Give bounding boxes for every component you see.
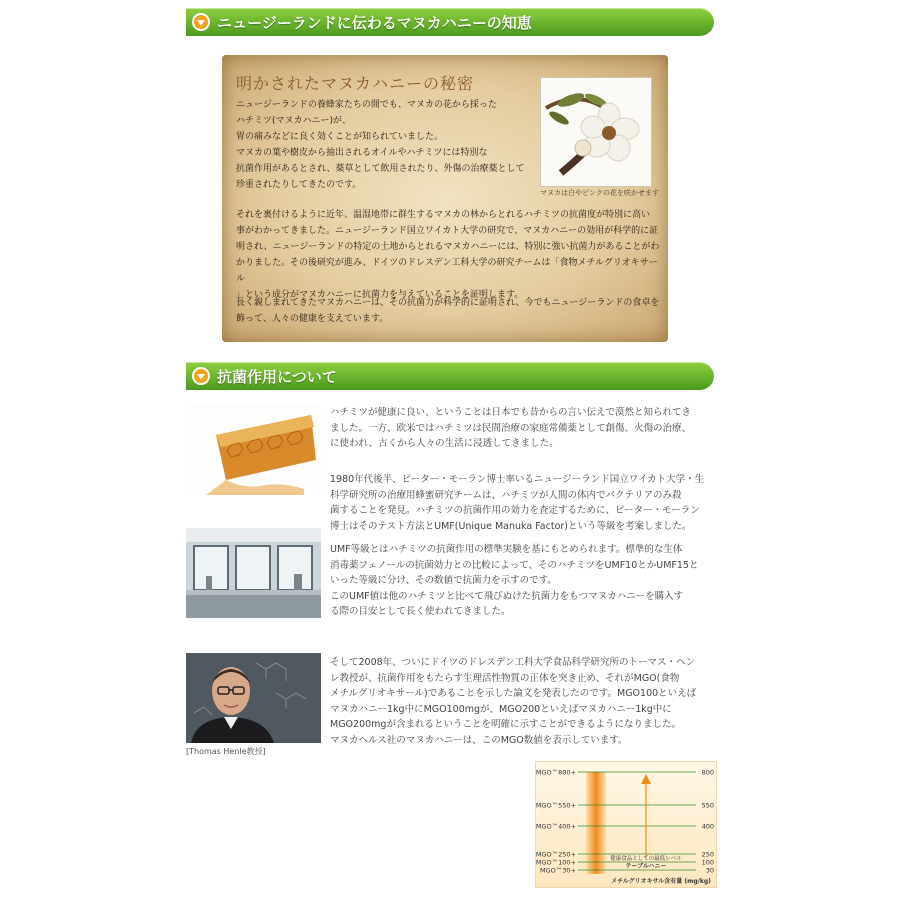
text-line: いった等級に分け、その数値で抗菌力を示すのです。 <box>330 575 557 586</box>
text-line: マヌカヘルス社のマヌカハニーは、このMGO数値を表示しています。 <box>330 734 628 746</box>
text-line: 飾って、人々の健康を支えています。 <box>236 314 389 324</box>
parchment-card <box>222 55 668 342</box>
professor-portrait-image <box>186 653 321 743</box>
tick-label: 550 <box>701 801 714 810</box>
text-line: 抗菌作用があるとされ、薬草として飲用されたり、外傷の治療薬として <box>236 164 525 174</box>
manuka-flower-image <box>540 77 652 187</box>
section-title: ニュージーランドに伝わるマヌカハニーの知恵 <box>217 13 532 32</box>
tick-label: 400 <box>701 822 714 831</box>
category-label: MGO™800+ <box>536 768 576 777</box>
tick-label: 100 <box>701 858 714 867</box>
category-label: MGO™30+ <box>540 866 576 875</box>
closing-paragraph <box>236 295 660 327</box>
text-line: メチルグリオキサール)であることを示した論文を発表したのです。MGO100といえば <box>330 688 697 699</box>
laboratory-image <box>186 528 321 618</box>
text-line: MGO200mgが含まれるということを明確に示すことができるようになりました。 <box>330 719 681 730</box>
intro-paragraph <box>236 97 536 193</box>
annotation-label: テーブルハニー <box>625 863 667 870</box>
category-label: MGO™400+ <box>536 822 576 831</box>
honeycomb-image <box>186 405 321 495</box>
text-line: マヌカハニー1kg中にMGO100mgが、MGO200といえばマヌカハニー1kg中に <box>330 703 672 715</box>
mgo-chart <box>535 761 717 888</box>
text-line: 胃の痛みなどに良く効くことが知られていました。 <box>236 132 444 142</box>
chevron-down-icon <box>192 13 210 31</box>
text-line: 珍重されたりしてきたのです。 <box>236 180 362 190</box>
text-line: かりました。その後研究が進み、ドイツのドレスデン工科大学の研究チームは「食物メチルグリオキサール <box>236 258 658 284</box>
category-label: MGO™550+ <box>536 801 576 810</box>
research-paragraph <box>236 207 660 303</box>
molan-research-text <box>330 472 715 534</box>
arrow-head <box>641 774 651 784</box>
text-line: 明され、ニュージーランドの特定の土地からとれるマヌカハニーには、特別に強い抗菌力があることがわ <box>236 242 660 252</box>
flower-caption: マヌカは白やピンクの花を咲かせます <box>540 189 659 197</box>
category-label: MGO™100+ <box>536 858 576 867</box>
text-line: ました。一方、欧米ではハチミツは民間治療の家庭常備薬として創傷、火傷の治療、 <box>330 422 692 434</box>
text-line: ハチミツが健康に良い、ということは日本でも昔からの言い伝えで漠然と知られてき <box>330 407 692 418</box>
text-line: 科学研究所の治療用蜂蜜研究チームは、ハチミツが人間の体内でバクテリアのみ殺 <box>330 489 682 501</box>
text-line: 菌することを発見。ハチミツの抗菌作用の効力を査定するために、ピーター・モーラン <box>330 505 700 516</box>
card-heading: 明かされたマヌカハニーの秘密 <box>236 74 475 93</box>
mgo-discovery-text <box>330 655 715 748</box>
text-line: に使われ、古くから人々の生活に浸透してきました。 <box>330 438 559 449</box>
text-line: る際の目安として長く使われてきました。 <box>330 606 511 617</box>
text-line: それを裏付けるように近年、温湿地帯に群生するマヌカの林からとれるハチミツの抗菌度が特別に高い <box>236 210 651 220</box>
tick-label: 800 <box>701 768 714 777</box>
text-line: 」という成分がマヌカハニーに抗菌力を与えていることを証明します。 <box>236 290 524 300</box>
text-line: ハチミツ(マヌカハニー)が、 <box>236 116 352 126</box>
annotation-label: 健康食品としての最低レベル <box>610 856 682 862</box>
x-axis-label: メチルグリオキサル含有量 (mg/kg) <box>611 878 711 885</box>
text-line: UMF等級とはハチミツの抗菌作用の標準実験を基にもとめられます。標準的な生体 <box>330 544 683 555</box>
text-line: 長く親しまれてきたマヌカハニーは、その抗菌力が科学的に証明され、今でもニュージーランドの食卓を <box>236 298 660 308</box>
text-line: ニュージーランドの養蜂家たちの間でも、マヌカの花から採った <box>236 100 497 110</box>
mgo-bar <box>586 772 606 874</box>
umf-explanation-text <box>330 542 715 620</box>
category-label: MGO™250+ <box>536 850 576 859</box>
honey-history-text <box>330 405 715 452</box>
section-header-manuka-wisdom <box>186 8 714 36</box>
text-line: 博士はそのテスト方法とUMF(Unique Manuka Factor)という等級を考案しました。 <box>330 520 692 532</box>
text-line: マヌカの葉や樹皮から抽出されるオイルやハチミツには特別な <box>236 148 488 158</box>
text-line: そして2008年、ついにドイツのドレスデン工科大学食品科学研究所のトーマス・ヘン <box>330 657 696 668</box>
tick-label: 30 <box>705 866 714 875</box>
text-line: レ教授が、抗菌作用をもたらす生理活性物質の正体を突き止め、それがMGO(食物 <box>330 672 680 684</box>
text-line: 事がわかってきました。ニュージーランド国立ワイカト大学の研究で、マヌカハニーの効用が科学的に証 <box>236 226 659 236</box>
section-title: 抗菌作用について <box>217 367 337 386</box>
chevron-down-icon <box>192 367 210 385</box>
text-line: 消毒薬フェノールの抗菌効力との比較によって、そのハチミツをUMF10とかUMF15と <box>330 559 699 571</box>
section-header-antibacterial <box>186 362 714 390</box>
tick-label: 250 <box>701 850 714 859</box>
text-line: このUMF値は他のハチミツと比べて飛びぬけた抗菌力をもつマヌカハニーを購入す <box>330 590 684 602</box>
professor-caption: [Thomas Henle教授] <box>186 747 266 756</box>
text-line: 1980年代後半、ピーター・モーラン博士率いるニュージーランド国立ワイカト大学・生 <box>330 474 705 485</box>
